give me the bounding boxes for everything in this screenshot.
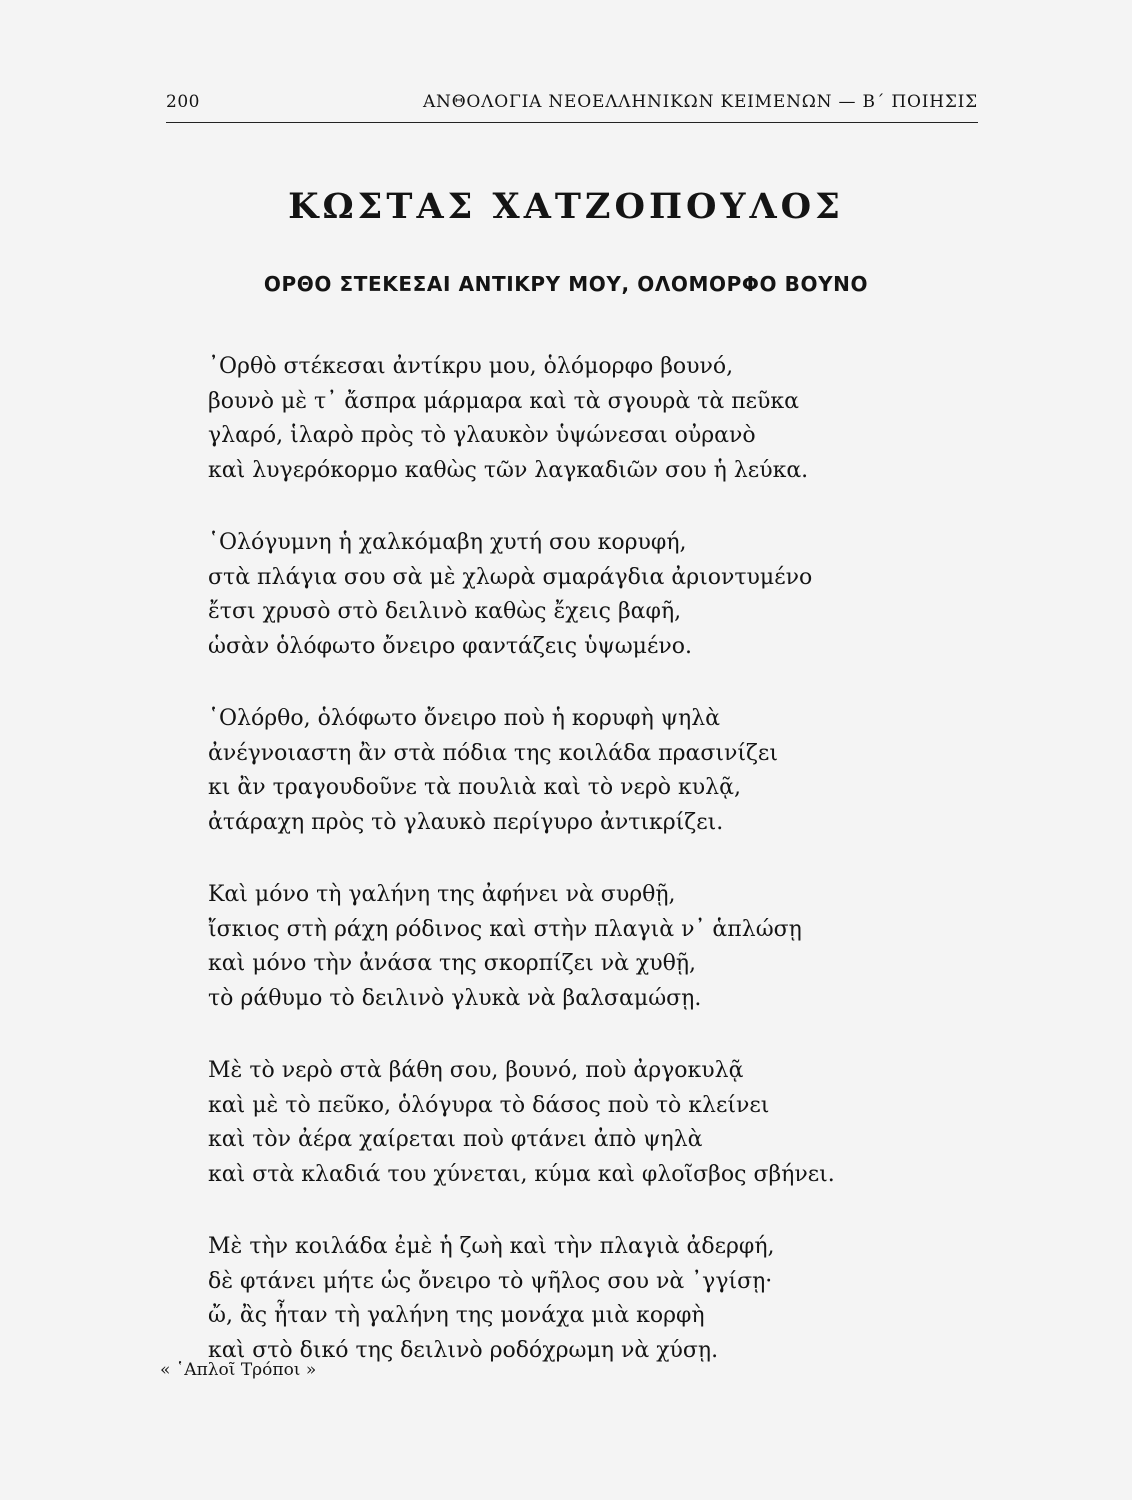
author-name: ΚΩΣΤΑΣ ΧΑΤΖΟΠΟΥΛΟΣ (288, 186, 844, 227)
verse-line: γλαρό, ἱλαρὸ πρὸς τὸ γλαυκὸν ὑψώνεσαι οὐρανὸ (208, 423, 756, 448)
verse-line: ἀνέγνοιαστη ἂν στὰ πόδια της κοιλάδα πρασινίζει (208, 740, 778, 766)
verse-line: καὶ μόνο τὴν ἀνάσα της σκορπίζει νὰ χυθῇ, (208, 951, 697, 976)
verse-line: τὸ ράθυμο τὸ δειλινὸ γλυκὰ νὰ βαλσαμώσῃ. (208, 985, 702, 1011)
verse-line: δὲ φτάνει μήτε ὡς ὄνειρο τὸ ψῆλος σου νὰ ᾽γγίσῃ· (208, 1268, 773, 1294)
stanza (208, 1230, 908, 1368)
page-number: 200 (166, 92, 200, 112)
verse-line: Καὶ μόνο τὴ γαλήνη της ἀφήνει νὰ συρθῇ, (208, 882, 676, 907)
verse-line: καὶ στὰ κλαδιά του χύνεται, κύμα καὶ φλοῖσβος σβήνει. (208, 1161, 835, 1187)
stanza (208, 702, 908, 840)
header-rule (166, 122, 978, 123)
verse-line: ὤ, ἂς ἦταν τὴ γαλήνη της μονάχα μιὰ κορφὴ (208, 1303, 705, 1328)
verse-line: βουνὸ μὲ τ᾽ ἄσπρα μάρμαρα καὶ τὰ σγουρὰ τὰ πεῦκα (208, 388, 800, 414)
verse-line: Μὲ τὸ νερὸ στὰ βάθη σου, βουνό, ποὺ ἀργοκυλᾷ (208, 1058, 744, 1083)
poem-title: ΟΡΘΟ ΣΤΕΚΕΣΑΙ ΑΝΤΙΚΡΥ ΜΟΥ, ΟΛΟΜΟΡΦΟ ΒΟΥΝΟ (263, 272, 869, 296)
verse-line: ὡσὰν ὁλόφωτο ὄνειρο φαντάζεις ὑψωμένο. (208, 633, 692, 659)
page-header (166, 88, 978, 128)
stanza (208, 878, 908, 1016)
verse-line: ῾Ολόγυμνη ἡ χαλκόμαβη χυτή σου κορυφή, (208, 530, 687, 555)
poem-body (208, 350, 908, 1406)
verse-line: καὶ λυγερόκορμο καθὼς τῶν λαγκαδιῶν σου ἡ λεύκα. (208, 457, 809, 483)
verse-line: Μὲ τὴν κοιλάδα ἐμὲ ἡ ζωὴ καὶ τὴν πλαγιὰ ἀδερφή, (208, 1234, 775, 1259)
verse-line: ᾽Ορθὸ στέκεσαι ἀντίκρυ μου, ὁλόμορφο βουνό, (208, 354, 734, 379)
verse-line: ἴσκιος στὴ ράχη ρόδινος καὶ στὴν πλαγιὰ ν᾽ ἁπλώσῃ (208, 916, 802, 942)
verse-line: ῾Ολόρθο, ὁλόφωτο ὄνειρο ποὺ ἡ κορυφὴ ψηλὰ (208, 706, 720, 731)
verse-line: στὰ πλάγια σου σὰ μὲ χλωρὰ σμαράγδια ἀριοντυμένο (208, 564, 813, 590)
stanza (208, 526, 908, 664)
verse-line: καὶ τὸν ἀέρα χαίρεται ποὺ φτάνει ἀπὸ ψηλὰ (208, 1127, 703, 1152)
running-head: ΑΝΘΟΛΟΓΙΑ ΝΕΟΕΛΛΗΝΙΚΩΝ ΚΕΙΜΕΝΩΝ — Β΄ ΠΟΙΗΣΙΣ (422, 92, 978, 112)
verse-line: καὶ στὸ δικό της δειλινὸ ροδόχρωμη νὰ χύσῃ. (208, 1337, 719, 1363)
verse-line: ἔτσι χρυσὸ στὸ δειλινὸ καθὼς ἔχεις βαφῆ, (208, 599, 682, 624)
stanza (208, 350, 908, 488)
source-citation: « ῾Απλοῖ Τρόποι » (160, 1360, 317, 1380)
verse-line: καὶ μὲ τὸ πεῦκο, ὁλόγυρα τὸ δάσος ποὺ τὸ κλείνει (208, 1092, 770, 1118)
verse-line: ἀτάραχη πρὸς τὸ γλαυκὸ περίγυρο ἀντικρίζει. (208, 809, 724, 835)
verse-line: κι ἂν τραγουδοῦνε τὰ πουλιὰ καὶ τὸ νερὸ κυλᾷ, (208, 775, 741, 800)
stanza (208, 1054, 908, 1192)
